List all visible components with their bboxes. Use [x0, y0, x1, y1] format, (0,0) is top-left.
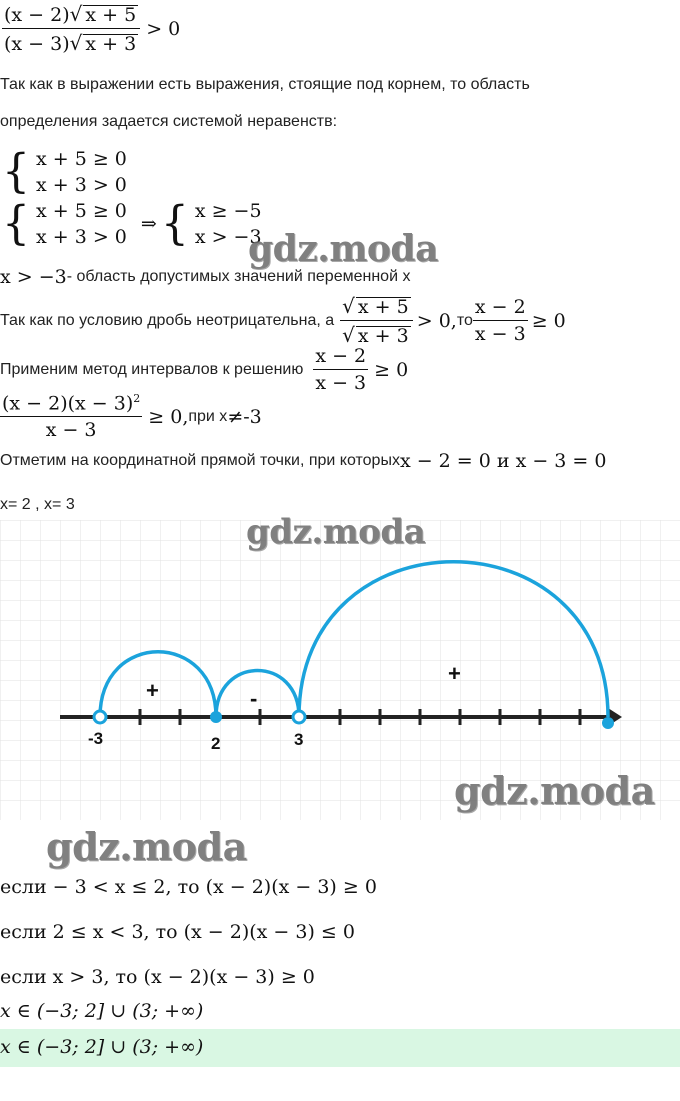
case-3: если x > 3, то (x − 2)(x − 3) ≥ 0 [0, 966, 315, 988]
mark-text: Отметим на координатной прямой точки, при которых [0, 452, 400, 469]
condition-rel2: ≥ 0 [531, 309, 566, 332]
method-rel: ≥ 0 [374, 358, 409, 381]
system-c-line1: x ≥ −5 [194, 200, 262, 222]
label-3: 3 [294, 730, 304, 749]
watermark-1: gdz.moda [248, 228, 438, 270]
watermark-2: gdz.moda [246, 512, 426, 552]
system-b [2, 198, 262, 250]
sign-plus-1: + [146, 678, 159, 703]
transform-neq: ≠ [227, 405, 244, 428]
watermark-3: gdz.moda [454, 768, 655, 813]
case-2: если 2 ≤ x < 3, то (x − 2)(x − 3) ≤ 0 [0, 921, 355, 943]
brace-b: { [2, 196, 30, 251]
transform-exponent: 2 [133, 392, 141, 405]
transform-fraction [0, 392, 142, 441]
system-a-line1: x + 5 ≥ 0 [36, 148, 127, 170]
point-end-filled [602, 717, 614, 729]
label-minus3: -3 [88, 729, 104, 748]
case-1: если − 3 < x ≤ 2, то (x − 2)(x − 3) ≥ 0 [0, 876, 377, 898]
cond-frac-den: x − 3 [474, 323, 526, 345]
transform-line [0, 392, 262, 441]
cond-den-radicand: x + 3 [357, 325, 409, 347]
watermark-4: gdz.moda [46, 824, 247, 869]
system-c-line2: x > −3 [194, 226, 262, 248]
system-a [2, 146, 127, 198]
condition-to: то [456, 311, 473, 329]
problem-fraction: $\frac{(x - 2)√ x + 5}{(x - 3)√ x + 3}$ [2, 2, 140, 55]
transform-rel: ≥ 0, [148, 405, 189, 428]
domain-math: x > −3 [0, 266, 67, 288]
method-text: Применим метод интервалов к решению [0, 360, 304, 378]
problem-num-radicand: x + 5 [85, 4, 137, 26]
condition-line [0, 294, 566, 347]
answer-box [0, 1029, 680, 1067]
system-b-line2: x + 3 > 0 [36, 226, 127, 248]
system-b-line1: x + 5 ≥ 0 [36, 200, 127, 222]
brace-a: { [2, 144, 30, 199]
system-a-line2: x + 3 > 0 [36, 174, 127, 196]
problem-den-radicand: x + 3 [85, 33, 137, 55]
brace-c: { [160, 196, 189, 251]
transform-val: -3 [243, 405, 262, 428]
method-line [0, 345, 408, 394]
answer-text: x ∈ (−3; 2] ∪ (3; +∞) [0, 1036, 204, 1058]
point-2-filled [210, 711, 222, 723]
cond-frac-num: x − 2 [474, 296, 526, 318]
sign-plus-2: + [448, 661, 461, 686]
mark-line [0, 450, 606, 472]
domain-line [0, 266, 410, 288]
result-line: x ∈ (−3; 2] ∪ (3; +∞) [0, 1000, 204, 1022]
transform-text: при x [188, 407, 228, 425]
condition-root-fraction: $\frac{√ x + 5}{√ x + 3}$ [340, 294, 413, 347]
problem-numerator: (x − 2) [4, 4, 70, 26]
method-den: x − 3 [315, 372, 367, 394]
point-3-open [293, 711, 305, 723]
sign-minus: - [250, 686, 258, 711]
roots-line: x= 2 , x= 3 [0, 496, 75, 513]
label-2: 2 [211, 734, 221, 753]
domain-intro-line1: Так как в выражении есть выражения, стоящие под корнем, то область [0, 76, 530, 93]
method-num: x − 2 [315, 345, 367, 367]
transform-den: x − 3 [45, 419, 97, 442]
problem-relation: > 0 [146, 17, 181, 40]
method-fraction [313, 345, 368, 394]
condition-rel: > 0, [416, 309, 457, 332]
problem-denominator: (x − 3) [4, 33, 70, 55]
point-minus3-open [94, 711, 106, 723]
condition-fraction [473, 296, 528, 345]
transform-num: (x − 2)(x − 3) [2, 392, 134, 415]
domain-intro-line2: определения задается системой неравенств: [0, 113, 338, 130]
domain-text: - область допустимых значений переменной x [66, 268, 411, 285]
implies-arrow: ⇒ [140, 213, 157, 235]
problem-inequality [2, 2, 180, 55]
cond-num-radicand: x + 5 [357, 296, 409, 318]
mark-math: x − 2 = 0 и x − 3 = 0 [399, 450, 607, 472]
condition-text: Так как по условию дробь неотрицательна, а [0, 311, 335, 329]
